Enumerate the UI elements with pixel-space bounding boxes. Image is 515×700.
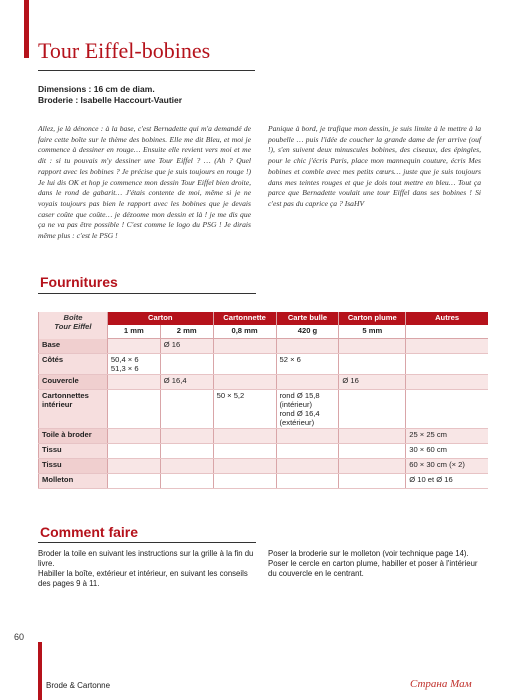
table-cell (107, 429, 160, 444)
table-cell: 60 × 30 cm (× 2) (406, 459, 488, 474)
subheader: 2 mm (160, 325, 213, 339)
table-cell (107, 459, 160, 474)
table-cell (213, 375, 276, 390)
table-cell (276, 459, 339, 474)
dimensions-text: Dimensions : 16 cm de diam. (38, 84, 155, 94)
intro-text-column-1: Allez, je là dénonce : à la base, c'est Bernadette qui m'a demandé de faire cette boîte sur le thème des bobines. Elle me dit Bleu, et moi je commence à dessiner en rouge… Ensuite elle revient vers moi et me dit : si tu pouvais m'y dessiner une Tour Eiffel ? … (Ah ? Quel rapport avec les bobines ? Je précise que je suis toujours en rouge !) Je lui dis OK et hop je commence mon dessin Tour Eiffel bien droite, dans le rond de gabarit… J'étais contente de moi, même si je ne voyais toujours pas bien le rapport avec les bobines que je devais caser coûte que coûte… je dézoome mon dessin et là ! je me dis que ça ne va pas être possible ! C'est comme le logo du PSG ! Je dirais même plus : c'est le PSG ! (38, 124, 251, 241)
table-cell: 30 × 60 cm (406, 444, 488, 459)
fournitures-underline (38, 293, 256, 294)
table-cell (160, 444, 213, 459)
instruction-step: Poser la broderie sur le molleton (voir technique page 14). Poser le cercle en carton plume, habiller et poser à l'intérieur du couvercle en le centrant. (268, 549, 478, 578)
table-row (39, 429, 489, 444)
table-row (39, 375, 489, 390)
table-cell (213, 474, 276, 489)
table-cell (107, 444, 160, 459)
row-label: Molleton (39, 474, 108, 489)
comment-faire-heading: Comment faire (40, 524, 139, 540)
footer-book-title: Brode & Cartonne (46, 681, 111, 690)
table-row (39, 459, 489, 474)
table-cell (276, 444, 339, 459)
row-label: Couvercle (39, 375, 108, 390)
subheader (406, 325, 488, 339)
table-row (39, 390, 489, 429)
subheader: 5 mm (339, 325, 406, 339)
table-cell (107, 390, 160, 429)
table-cell (276, 375, 339, 390)
table-row (39, 444, 489, 459)
intro-text-column-2: Panique à bord, je trafique mon dessin, je suis limite à le mettre à la poubelle … puis l'idée de coucher la grande dame de fer arrive (ouf !), s'en suivent deux minuscules bobines, des ciseaux, des épingles, pour le chic j'écris Paris, place mon mannequin couture, écris Mes bobines et comble avec mes petits cœurs… juste que je suis toujours dans mes teintes rouges et que je dois tout mettre en bleu… Tout ça parce que Bernadette voulait une tour Eiffel dans ses bobines ! Si c'est pas du caprice ça ? IsaHV (268, 124, 481, 208)
table-cell (213, 354, 276, 375)
table-cell: 52 × 6 (276, 354, 339, 375)
table-cell: Ø 10 et Ø 16 (406, 474, 488, 489)
row-label: Côtés (39, 354, 108, 375)
subheader: 0,8 mm (213, 325, 276, 339)
page-title: Tour Eiffel-bobines (38, 38, 211, 63)
group-header: Carton plume (339, 312, 406, 325)
table-cell (160, 474, 213, 489)
title-underline (38, 70, 255, 71)
table-cell (160, 459, 213, 474)
row-label: Tissu (39, 459, 108, 474)
table-cell (406, 375, 488, 390)
table-cell (339, 429, 406, 444)
table-cell (339, 339, 406, 354)
table-cell (213, 444, 276, 459)
instruction-step: Habiller la boîte, extérieur et intérieur, en suivant les conseils des pages 9 à 11. (38, 569, 248, 588)
row-label: Cartonnettes intérieur (39, 390, 108, 429)
table-cell (339, 459, 406, 474)
table-row (39, 354, 489, 375)
subheader: 420 g (276, 325, 339, 339)
table-cell (160, 354, 213, 375)
table-cell: rond Ø 15,8 (intérieur) rond Ø 16,4 (extérieur) (276, 390, 339, 429)
table-row (39, 474, 489, 489)
group-header: Cartonnette (213, 312, 276, 325)
fournitures-heading: Fournitures (40, 274, 118, 290)
table-cell: 25 × 25 cm (406, 429, 488, 444)
table-cell (107, 339, 160, 354)
table-cell: 50,4 × 6 51,3 × 6 (107, 354, 160, 375)
table-cell (213, 459, 276, 474)
table-cell (213, 339, 276, 354)
embroidery-credit: Broderie : Isabelle Haccourt-Vautier (38, 95, 183, 105)
table-cell (339, 390, 406, 429)
table-cell (406, 354, 488, 375)
group-header: Carton (107, 312, 213, 325)
group-header: Autres (406, 312, 488, 325)
table-cell (276, 429, 339, 444)
table-cell (107, 375, 160, 390)
watermark-text: Страна Мам (410, 678, 472, 690)
top-accent-bar (24, 0, 29, 58)
table-cell: Ø 16 (339, 375, 406, 390)
table-cell (406, 339, 488, 354)
project-details (38, 84, 182, 106)
table-cell (406, 390, 488, 429)
comment-faire-underline (38, 542, 256, 543)
table-group-header-row (39, 312, 489, 325)
instructions-column-1 (38, 549, 258, 589)
row-label: Base (39, 339, 108, 354)
row-label: Tissu (39, 444, 108, 459)
table-cell (160, 429, 213, 444)
bottom-accent-bar (38, 642, 42, 700)
table-corner-label: Boîte Tour Eiffel (39, 312, 108, 339)
table-cell (276, 339, 339, 354)
table-cell: Ø 16 (160, 339, 213, 354)
table-cell (339, 354, 406, 375)
materials-table (38, 312, 488, 489)
table-cell (107, 474, 160, 489)
table-cell (160, 390, 213, 429)
group-header: Carte bulle (276, 312, 339, 325)
table-cell (276, 474, 339, 489)
instructions-column-2 (268, 549, 488, 579)
table-cell (339, 474, 406, 489)
row-label: Toile à broder (39, 429, 108, 444)
page-number: 60 (14, 632, 25, 642)
table-cell (339, 444, 406, 459)
table-cell: 50 × 5,2 (213, 390, 276, 429)
table-cell (213, 429, 276, 444)
subheader: 1 mm (107, 325, 160, 339)
instruction-step: Broder la toile en suivant les instructions sur la grille à la fin du livre. (38, 549, 254, 568)
table-row (39, 339, 489, 354)
table-cell: Ø 16,4 (160, 375, 213, 390)
